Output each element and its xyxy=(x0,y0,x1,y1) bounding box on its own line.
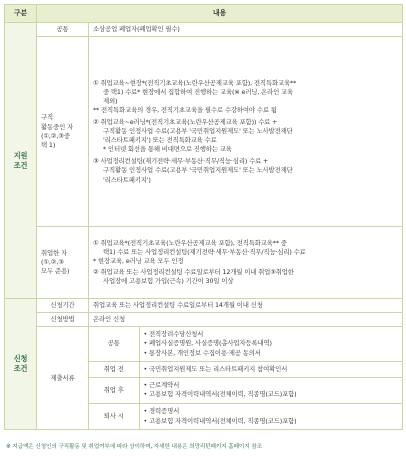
employed-label: 취업한 자 (①,②,③ 모두 준용) xyxy=(37,227,89,299)
apply-docs-label: 제출서류 xyxy=(37,327,89,430)
job-seeking-item-2: ② 취업교육~e러닝*(전직기초교육(노란우산공제교육 포함)) 수료 + 구직활동 인정사업 수료(고용부 '국민취업지원제도' 또는 노사발전재단 '리스타트패키지') 또는 전직특화교육 수료 * 인터넷 회선을 통해 비대면으로 진행하는 교육 xyxy=(93,117,293,154)
docs-after-label: 취업 후 xyxy=(89,377,139,403)
job-seeking-content xyxy=(89,37,403,227)
job-seeking-item-1: ① 취업교육~현장*(전직기초교육(노란우산공제교육 포함), 전직특화교육** 중 택1) 수료* 현장에서 집합하여 진행하는 교육(※ e러닝, 온라인 교육 제외) ** 전직특화교육의 경우, 전직기초교육을 필수로 수강하여야 수료 됨 xyxy=(93,78,297,114)
footnote: ※ 지급액은 신청인의 구직활동 및 취업여부에 따라 상이하며, 자세한 내용은 희망리턴패키지 홈페이지 참조 xyxy=(6,444,262,450)
header-content: 내용 xyxy=(37,5,403,23)
docs-before-label: 취업 전 xyxy=(89,361,139,377)
header-category: 구분 xyxy=(5,5,37,23)
support-common-label: 공통 xyxy=(37,23,89,37)
table-row xyxy=(5,299,403,313)
employed-content xyxy=(89,227,403,299)
apply-category: 신청 조건 xyxy=(5,299,37,430)
docs-common-items: • 전직장려수당신청서 • 폐업사실증명원, 사실증명(총사업자등록내역) • 통장사본, 개인정보 수집이용·제공 동의서 xyxy=(139,327,402,361)
docs-after-items: • 근로계약서 • 고용보험 자격이력내역서(전체이력, 직종명(코드)포함) xyxy=(139,377,402,403)
table-row xyxy=(5,37,403,227)
apply-method-text: 온라인 신청 xyxy=(89,313,403,327)
apply-period-label: 신청기간 xyxy=(37,299,89,313)
docs-table xyxy=(89,327,402,429)
table-row xyxy=(5,327,403,430)
table-row xyxy=(89,403,402,429)
job-seeking-label: 구직 활동중인 자 (①,②,③중 택 1) xyxy=(37,37,89,227)
table-row xyxy=(89,327,402,361)
docs-before-items: • 국민취업지원제도 또는 리스타트패키지 참여확인서 xyxy=(139,361,402,377)
apply-method-label: 신청방법 xyxy=(37,313,89,327)
table-row xyxy=(5,313,403,327)
support-category: 지원 조건 xyxy=(5,23,37,299)
table-row xyxy=(5,23,403,37)
docs-resign-label: 퇴사 시 xyxy=(89,403,139,429)
employed-item-2: ② 취업교육 또는 사업정리컨설팅 수료일로부터 12개월 이내 취업③취업한 사업장에 고용보험 가입(근속) 기간이 30일 이상 xyxy=(93,268,294,286)
support-common-text: 소상공업 폐업자(폐업확인 필수) xyxy=(89,23,403,37)
table-row xyxy=(89,361,402,377)
table-row xyxy=(89,377,402,403)
employed-item-1: ① 취업교육*(전직기초교육(노란우산공제교육 포함), 전직특화교육** 중 택1) 수료 또는 사업정리컨설팅(재기전략·세무·부동산·직무/직능·심리) 수료 * 현장교육, e러닝 교육 모두 인정 xyxy=(93,238,306,266)
table-row xyxy=(5,227,403,299)
apply-period-text: 취업교육 또는 사업정리컨설팅 수료일로부터 14개월 이내 신청 xyxy=(89,299,403,313)
job-seeking-item-3: ③ 사업정리컨설팅(재기전략·세무·부동산·직무/직능·심리) 수료 + 구직활동 인정사업 수료(고용부 '국민취업지원제도' 또는 노사발전재단 '리스타트패키지') xyxy=(93,157,293,184)
docs-common-label: 공통 xyxy=(89,327,139,361)
table-header xyxy=(5,5,403,23)
conditions-table xyxy=(4,4,403,430)
docs-resign-items: • 경력증명서 • 고용보험 자격이력내역서(전체이력, 직종명(코드)포함) xyxy=(139,403,402,429)
apply-docs-content xyxy=(89,327,403,430)
